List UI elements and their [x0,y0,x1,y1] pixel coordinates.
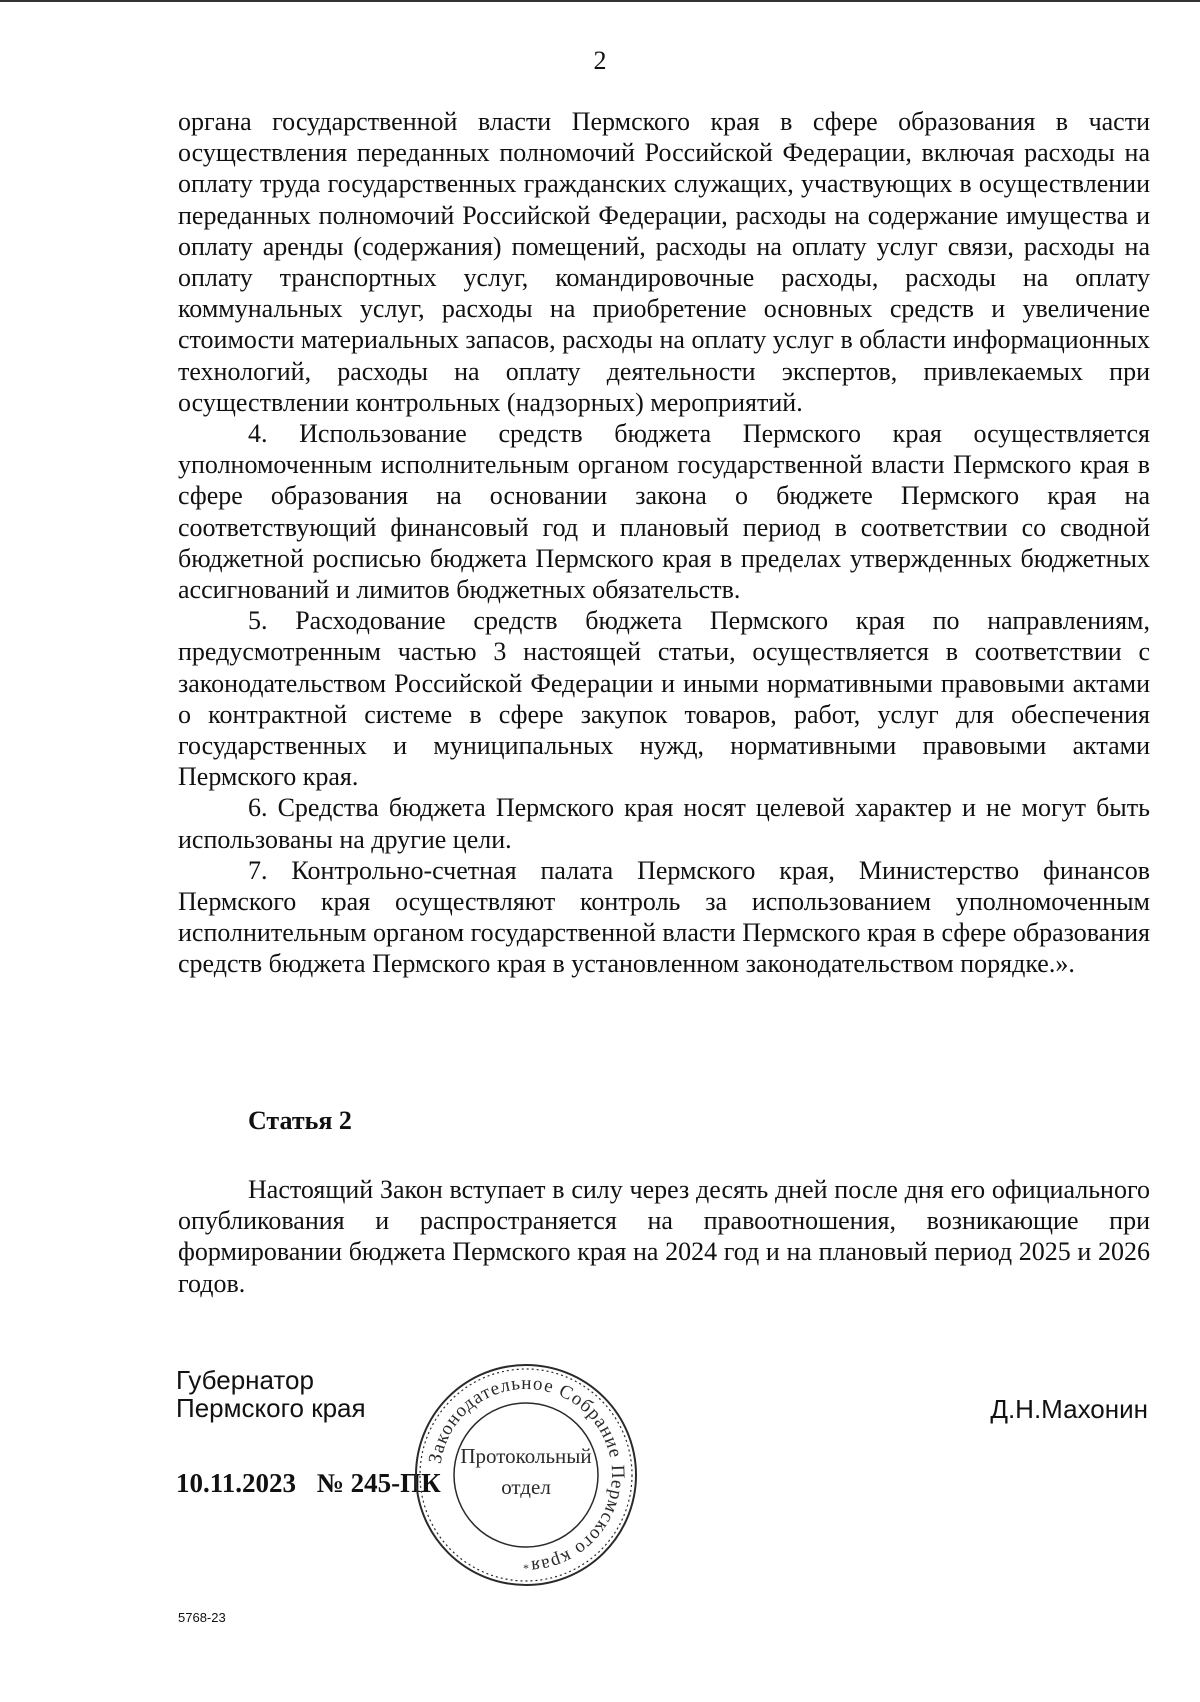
official-stamp [408,1360,644,1590]
paragraph-continuation: органа государственной власти Пермского края в сфере образования в части осуществления переданных полномочий Российской Федерации, включая расходы на оплату труда государственных гражданских служащих, участвующих в осуществлении переданных полномочий Российской Федерации, расходы на содержание имущества и оплату аренды (содержания) помещений, расходы на оплату услуг связи, расходы на оплату транспортных услуг, командировочные расходы, расходы на оплату коммунальных услуг, расходы на приобретение основных средств и увеличение стоимости материальных запасов, расходы на оплату услуг в области информационных технологий, расходы на оплату деятельности экспертов, привлекаемых при осуществлении контрольных (надзорных) мероприятий. [178,107,1150,417]
law-date-number [176,1468,441,1499]
article-2-heading: Статья 2 [248,1106,352,1135]
stamp-ring-text: Законодательное Собрание Пермского края [424,1372,629,1577]
signatory-title [176,1366,366,1422]
document-code: 5768-23 [178,1610,226,1625]
paragraph-item-6: 6. Средства бюджета Пермского края носят целевой характер и не могут быть использованы на другие цели. [178,793,1150,854]
paragraph-item-4: 4. Использование средств бюджета Пермского края осуществляется уполномоченным исполнительным органом государственной власти Пермского края в сфере образования на основании закона о бюджете Пермского края на соответствующий финансовый год и плановый период в соответствии со сводной бюджетной росписью бюджета Пермского края в пределах утвержденных бюджетных ассигнований и лимитов бюджетных обязательств. [178,419,1150,605]
stamp-star: * [523,1561,529,1575]
stamp-center-line-2: отдел [501,1475,551,1499]
law-number: № 245-ПК [316,1468,441,1498]
page-top-edge [0,0,1200,2]
signatory-title-line-1: Губернатор [176,1365,314,1395]
paragraph-item-5: 5. Расходование средств бюджета Пермского края по направлениям, предусмотренным частью 3 настоящей статьи, осуществляется в соответствии с законодательством Российской Федерации и иными нормативными правовыми актами о контрактной системе в сфере закупок товаров, работ, услуг для обеспечения государственных и муниципальных нужд, нормативными правовыми актами Пермского края. [178,606,1150,792]
stamp-graphic [408,1360,644,1590]
article-2-text: Настоящий Закон вступает в силу через десять дней после дня его официального опубликования и распространяется на правоотношения, возникающие при формировании бюджета Пермского края на 2024 год и на плановый период 2025 и 2026 годов. [178,1175,1150,1298]
signatory-name: Д.Н.Махонин [990,1394,1148,1424]
page-number: 2 [593,46,607,75]
paragraph-item-7: 7. Контрольно-счетная палата Пермского края, Министерство финансов Пермского края осуществляют контроль за использованием уполномоченным исполнительным органом государственной власти Пермского края в сфере образования средств бюджета Пермского края в установленном законодательством порядке.». [178,855,1150,979]
article-1-continuation [178,106,1150,980]
law-date: 10.11.2023 [176,1468,297,1498]
stamp-center-line-1: Протокольный [460,1444,592,1468]
signatory-title-line-2: Пермского края [176,1393,366,1423]
